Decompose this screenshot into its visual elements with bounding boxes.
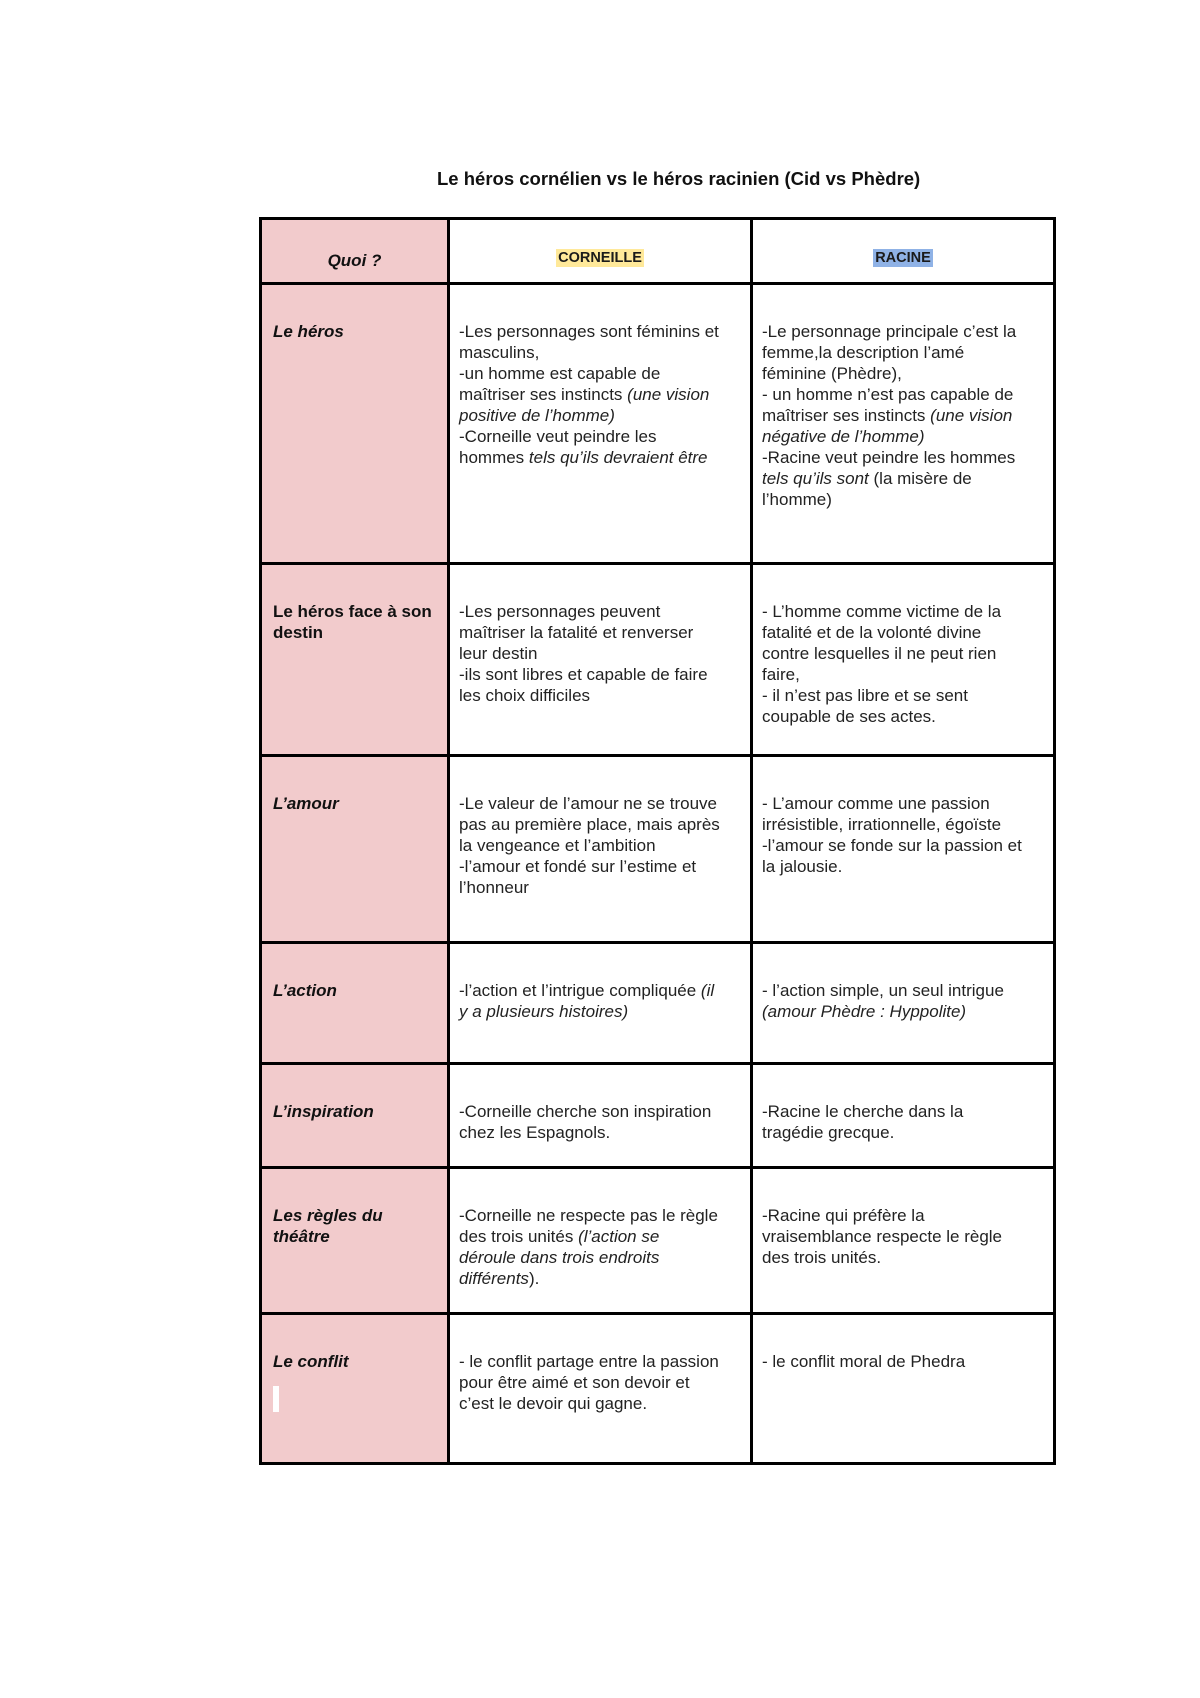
italic-text: (une vision: [930, 406, 1013, 425]
header-corneille: CORNEILLE: [558, 250, 642, 266]
plain-text: féminine (Phèdre),: [762, 364, 902, 383]
plain-text: -l’amour se fonde sur la passion et: [762, 836, 1022, 855]
corneille-text-line: [459, 321, 742, 342]
corneille-text-line: [459, 426, 742, 447]
plain-text: -Corneille cherche son inspiration: [459, 1102, 712, 1121]
plain-text: -l’action et l’intrigue compliquée: [459, 981, 701, 1000]
racine-text-line: [762, 1226, 1045, 1247]
row-label: L’amour: [273, 794, 339, 813]
text-cursor-icon: [273, 1386, 279, 1412]
racine-cell: [752, 756, 1055, 943]
table-row: [261, 1314, 1055, 1464]
table-row: [261, 284, 1055, 564]
corneille-text-line: [459, 1268, 742, 1289]
row-label: Le conflit: [273, 1352, 349, 1371]
corneille-cell: [449, 1168, 752, 1314]
table-row: [261, 1064, 1055, 1168]
racine-text-line: [762, 622, 1045, 643]
header-corneille-cell: [449, 219, 752, 284]
table-row: [261, 756, 1055, 943]
corneille-text-line: [459, 1122, 742, 1143]
plain-text: contre lesquelles il ne peut rien: [762, 644, 997, 663]
table-row: [261, 943, 1055, 1064]
table-row: [261, 1168, 1055, 1314]
plain-text: -Les personnages sont féminins et: [459, 322, 719, 341]
plain-text: pas au première place, mais après: [459, 815, 720, 834]
plain-text: -Le personnage principale c’est la: [762, 322, 1017, 341]
corneille-text-line: [459, 342, 742, 363]
corneille-text-line: [459, 1001, 742, 1022]
plain-text: maîtriser ses instincts: [762, 406, 931, 425]
plain-text: -ils sont libres et capable de faire: [459, 665, 708, 684]
racine-text-line: [762, 793, 1045, 814]
racine-text-line: [762, 342, 1045, 363]
corneille-text-line: [459, 1351, 742, 1372]
racine-cell: [752, 284, 1055, 564]
corneille-text-line: [459, 1372, 742, 1393]
corneille-text-line: [459, 1101, 742, 1122]
row-label: Les règles du théâtre: [273, 1206, 383, 1246]
corneille-text-line: [459, 664, 742, 685]
italic-text: (une vision: [627, 385, 710, 404]
row-label: Le héros: [273, 322, 344, 341]
plain-text: maîtriser ses instincts: [459, 385, 628, 404]
racine-cell: [752, 1168, 1055, 1314]
italic-text: négative de l’homme): [762, 427, 925, 446]
corneille-cell: [449, 284, 752, 564]
racine-cell: [752, 1064, 1055, 1168]
table-row: [261, 564, 1055, 756]
italic-text: y a plusieurs histoires): [459, 1002, 629, 1021]
row-label-cell: [261, 564, 449, 756]
plain-text: -Corneille veut peindre les: [459, 427, 657, 446]
italic-text: différents: [459, 1269, 529, 1288]
plain-text: -Racine veut peindre les hommes: [762, 448, 1016, 467]
corneille-text-line: [459, 447, 742, 468]
row-label-cell: [261, 1064, 449, 1168]
racine-text-line: [762, 1122, 1045, 1143]
italic-text: tels qu’ils devraient être: [528, 448, 708, 467]
plain-text: la jalousie.: [762, 857, 843, 876]
corneille-text-line: [459, 814, 742, 835]
plain-text: irrésistible, irrationnelle, égoïste: [762, 815, 1002, 834]
racine-text-line: [762, 685, 1045, 706]
racine-text-line: [762, 489, 1045, 510]
corneille-text-line: [459, 793, 742, 814]
plain-text: -Racine qui préfère la: [762, 1206, 925, 1225]
corneille-text-line: [459, 405, 742, 426]
corneille-text-line: [459, 1205, 742, 1226]
racine-text-line: [762, 426, 1045, 447]
corneille-text-line: [459, 1393, 742, 1414]
plain-text: des trois unités: [459, 1227, 579, 1246]
row-label: L’inspiration: [273, 1102, 374, 1121]
italic-text: tels qu’ils sont: [762, 469, 869, 488]
racine-text-line: [762, 384, 1045, 405]
racine-cell: [752, 943, 1055, 1064]
corneille-text-line: [459, 856, 742, 877]
italic-text: (l’action se: [578, 1227, 660, 1246]
row-label: L’action: [273, 981, 337, 1000]
plain-text: fatalité et de la volonté divine: [762, 623, 982, 642]
row-label-cell: [261, 284, 449, 564]
plain-text: -Racine le cherche dans la: [762, 1102, 964, 1121]
plain-text: des trois unités.: [762, 1248, 882, 1267]
header-label-cell: [261, 219, 449, 284]
plain-text: -Les personnages peuvent: [459, 602, 661, 621]
corneille-text-line: [459, 1247, 742, 1268]
plain-text: faire,: [762, 665, 800, 684]
plain-text: vraisemblance respecte le règle: [762, 1227, 1003, 1246]
racine-text-line: [762, 814, 1045, 835]
row-label-cell: [261, 943, 449, 1064]
plain-text: - il n’est pas libre et se sent: [762, 686, 968, 705]
corneille-text-line: [459, 1226, 742, 1247]
italic-text: déroule dans trois endroits: [459, 1248, 660, 1267]
racine-text-line: [762, 468, 1045, 489]
corneille-text-line: [459, 384, 742, 405]
comparison-table: [259, 217, 1056, 1465]
plain-text: -Le valeur de l’amour ne se trouve: [459, 794, 717, 813]
racine-text-line: [762, 856, 1045, 877]
corneille-text-line: [459, 877, 742, 898]
plain-text: femme,la description l’amé: [762, 343, 965, 362]
plain-text: l’honneur: [459, 878, 529, 897]
racine-text-line: [762, 1351, 1045, 1372]
plain-text: tragédie grecque.: [762, 1123, 895, 1142]
plain-text: pour être aimé et son devoir et: [459, 1373, 690, 1392]
italic-text: positive de l’homme): [459, 406, 615, 425]
plain-text: - L’homme comme victime de la: [762, 602, 1002, 621]
row-label-cell: [261, 1168, 449, 1314]
plain-text: -l’amour et fondé sur l’estime et: [459, 857, 697, 876]
header-racine-cell: [752, 219, 1055, 284]
plain-text: masculins,: [459, 343, 540, 362]
plain-text: la vengeance et l’ambition: [459, 836, 656, 855]
plain-text: - l’action simple, un seul intrigue: [762, 981, 1004, 1000]
row-label-cell: [261, 756, 449, 943]
corneille-text-line: [459, 363, 742, 384]
plain-text: leur destin: [459, 644, 538, 663]
header-racine: RACINE: [875, 250, 931, 266]
racine-cell: [752, 1314, 1055, 1464]
plain-text: ).: [528, 1269, 540, 1288]
racine-text-line: [762, 447, 1045, 468]
corneille-text-line: [459, 980, 742, 1001]
italic-text: (il: [700, 981, 715, 1000]
racine-text-line: [762, 980, 1045, 1001]
racine-text-line: [762, 706, 1045, 727]
plain-text: c’est le devoir qui gagne.: [459, 1394, 648, 1413]
plain-text: hommes: [459, 448, 529, 467]
racine-text-line: [762, 405, 1045, 426]
plain-text: chez les Espagnols.: [459, 1123, 611, 1142]
plain-text: (la misère de: [868, 469, 972, 488]
plain-text: -un homme est capable de: [459, 364, 661, 383]
plain-text: maîtriser la fatalité et renverser: [459, 623, 694, 642]
plain-text: - le conflit moral de Phedra: [762, 1352, 966, 1371]
corneille-text-line: [459, 622, 742, 643]
racine-text-line: [762, 601, 1045, 622]
corneille-cell: [449, 943, 752, 1064]
corneille-cell: [449, 1314, 752, 1464]
racine-text-line: [762, 1247, 1045, 1268]
racine-text-line: [762, 643, 1045, 664]
racine-text-line: [762, 1001, 1045, 1022]
racine-text-line: [762, 664, 1045, 685]
corneille-cell: [449, 1064, 752, 1168]
plain-text: - L’amour comme une passion: [762, 794, 990, 813]
racine-text-line: [762, 1205, 1045, 1226]
racine-text-line: [762, 321, 1045, 342]
corneille-text-line: [459, 685, 742, 706]
corneille-text-line: [459, 643, 742, 664]
row-label-cell: [261, 1314, 449, 1464]
plain-text: les choix difficiles: [459, 686, 591, 705]
racine-text-line: [762, 363, 1045, 384]
page-title: Le héros cornélien vs le héros racinien (Cid vs Phèdre): [437, 168, 921, 189]
plain-text: coupable de ses actes.: [762, 707, 936, 726]
plain-text: l’homme): [762, 490, 832, 509]
plain-text: -Corneille ne respecte pas le règle: [459, 1206, 718, 1225]
plain-text: - un homme n’est pas capable de: [762, 385, 1014, 404]
header-label: Quoi ?: [327, 251, 382, 270]
row-label: Le héros face à son destin: [273, 602, 432, 642]
corneille-text-line: [459, 835, 742, 856]
corneille-cell: [449, 564, 752, 756]
racine-cell: [752, 564, 1055, 756]
racine-text-line: [762, 835, 1045, 856]
plain-text: - le conflit partage entre la passion: [459, 1352, 719, 1371]
corneille-cell: [449, 756, 752, 943]
racine-text-line: [762, 1101, 1045, 1122]
table-header-row: [261, 219, 1055, 284]
italic-text: (amour Phèdre : Hyppolite): [762, 1002, 967, 1021]
corneille-text-line: [459, 601, 742, 622]
